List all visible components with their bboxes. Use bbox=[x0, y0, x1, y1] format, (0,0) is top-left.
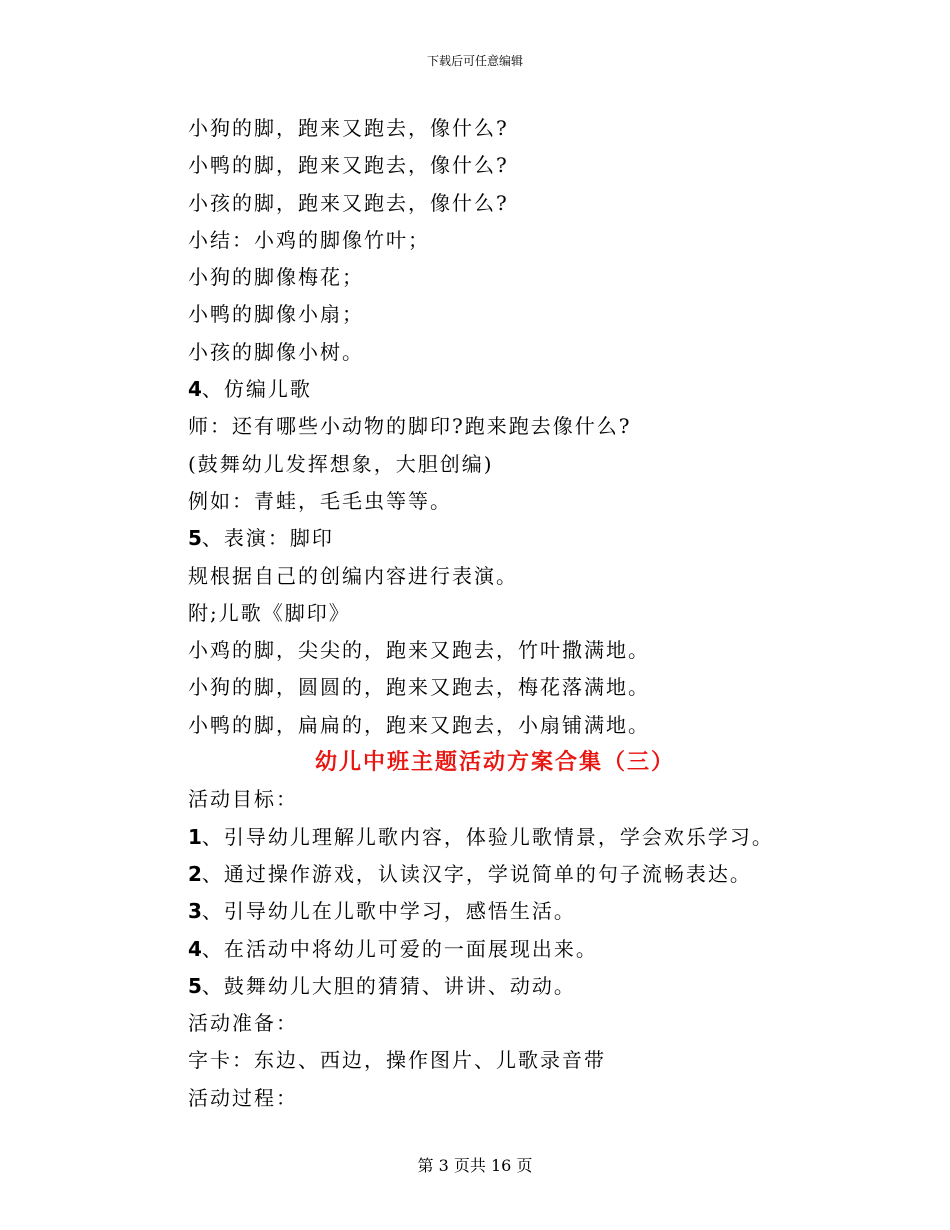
text-line: 师：还有哪些小动物的脚印?跑来跑去像什么? bbox=[188, 414, 632, 439]
goal-text: 、引导幼儿理解儿歌内容，体验儿歌情景，学会欢乐学习。 bbox=[201, 824, 774, 849]
goal-number: 2 bbox=[188, 861, 202, 886]
goal-text: 、鼓舞幼儿大胆的猜猜、讲讲、动动。 bbox=[201, 973, 576, 998]
goal-item bbox=[188, 893, 868, 930]
page-footer: 第 3 页共 16 页 bbox=[417, 1156, 533, 1175]
poem-line: 小狗的脚，圆圆的，跑来又跑去，梅花落满地。 bbox=[188, 675, 650, 700]
text-line: 小狗的脚像梅花； bbox=[188, 265, 364, 290]
step-heading-5 bbox=[188, 520, 868, 557]
text-line: 规根据自己的创编内容进行表演。 bbox=[188, 563, 518, 588]
goal-number: 3 bbox=[188, 899, 202, 924]
step-text: 、表演：脚印 bbox=[201, 526, 334, 551]
text-line: 小鸭的脚，跑来又跑去，像什么? bbox=[188, 153, 509, 178]
text-line: (鼓舞幼儿发挥想象，大胆创编) bbox=[188, 451, 494, 476]
poem-line: 小鸭的脚，扁扁的，跑来又跑去，小扇铺满地。 bbox=[188, 712, 650, 737]
text-line: 小狗的脚，跑来又跑去，像什么? bbox=[188, 116, 509, 140]
prep-label: 活动准备： bbox=[188, 1011, 298, 1036]
text-line: 小孩的脚像小树。 bbox=[188, 339, 364, 364]
goal-text: 、引导幼儿在儿歌中学习，感悟生活。 bbox=[201, 899, 576, 924]
goal-item bbox=[188, 819, 868, 856]
step-heading-4 bbox=[188, 371, 868, 408]
text-line: 小孩的脚，跑来又跑去，像什么? bbox=[188, 190, 509, 215]
goals-label: 活动目标： bbox=[188, 787, 298, 812]
text-line: 例如：青蛙，毛毛虫等等。 bbox=[188, 488, 452, 513]
step-number: 5 bbox=[188, 526, 202, 551]
text-line: 小鸭的脚像小扇； bbox=[188, 302, 364, 327]
text-line: 小结：小鸡的脚像竹叶； bbox=[188, 227, 430, 252]
goal-item bbox=[188, 856, 868, 893]
goal-number: 4 bbox=[188, 936, 202, 961]
prep-text: 字卡：东边、西边，操作图片、儿歌录音带 bbox=[188, 1048, 606, 1073]
page-header: 下载后可任意编辑 bbox=[426, 54, 523, 68]
document-body bbox=[188, 110, 868, 1117]
goal-number: 1 bbox=[188, 824, 202, 849]
goal-item bbox=[188, 931, 868, 968]
process-label: 活动过程： bbox=[188, 1085, 298, 1110]
text-line: 附;儿歌《脚印》 bbox=[188, 600, 351, 625]
poem-line: 小鸡的脚，尖尖的，跑来又跑去，竹叶撒满地。 bbox=[188, 638, 650, 663]
goal-item bbox=[188, 968, 868, 1005]
goal-text: 、通过操作游戏，认读汉字，学说简单的句子流畅表达。 bbox=[201, 861, 752, 886]
goal-number: 5 bbox=[188, 973, 202, 998]
step-number: 4 bbox=[188, 377, 202, 402]
goal-text: 、在活动中将幼儿可爱的一面展现出来。 bbox=[201, 936, 598, 961]
section-title: 幼儿中班主题活动方案合集（三） bbox=[314, 749, 675, 776]
step-text: 、仿编儿歌 bbox=[201, 377, 312, 402]
